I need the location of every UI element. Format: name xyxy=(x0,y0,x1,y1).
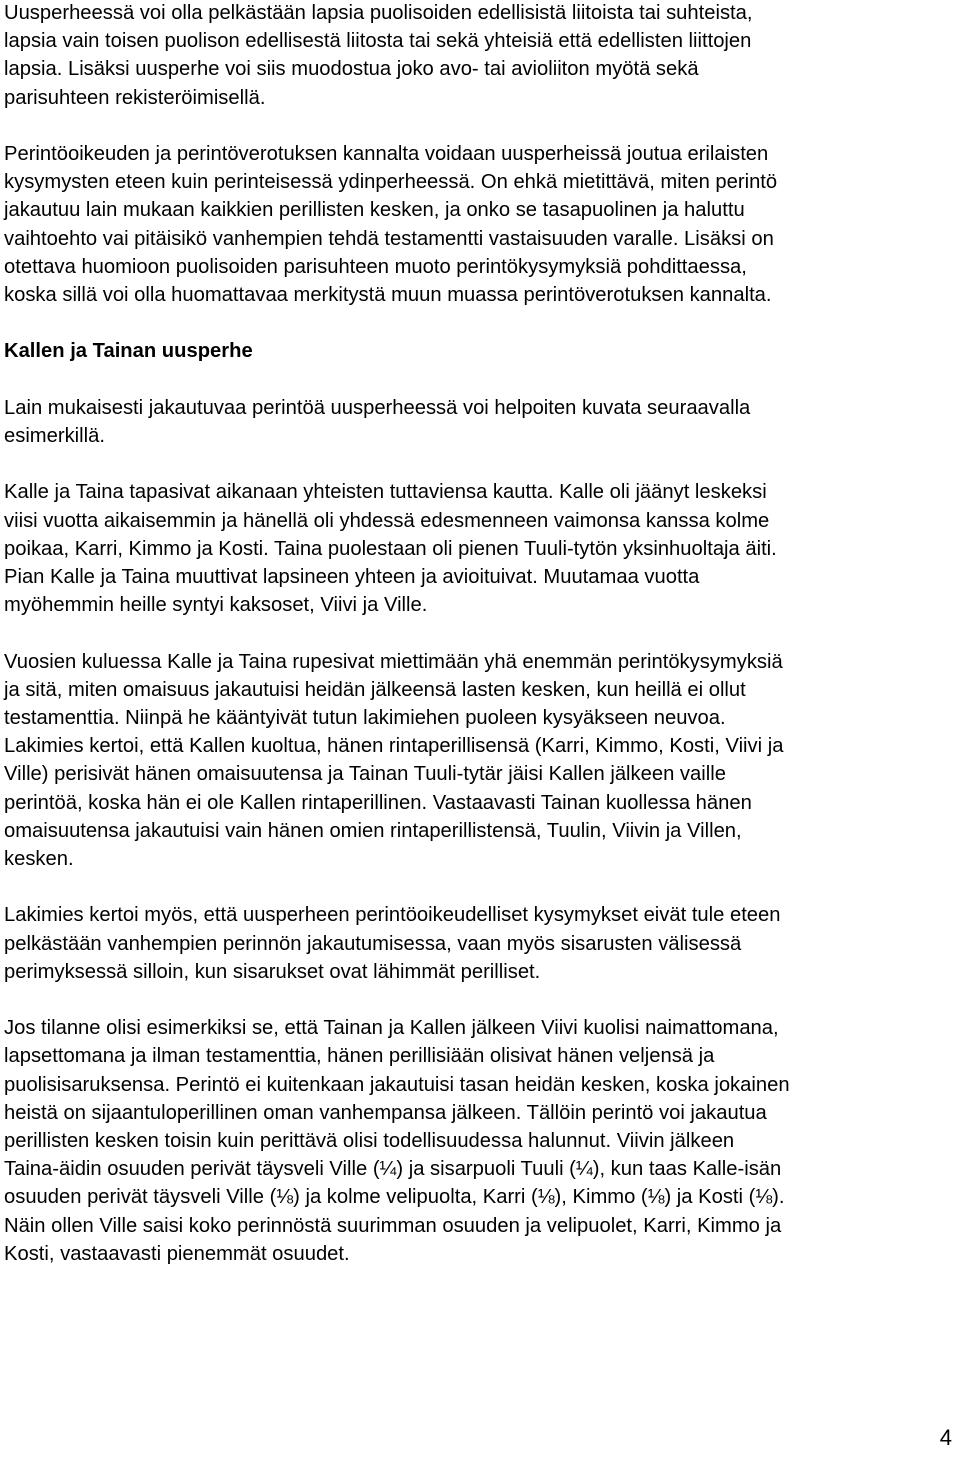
paragraph-gap xyxy=(4,873,950,901)
paragraph-gap xyxy=(4,112,950,140)
paragraph-gap xyxy=(4,619,950,647)
paragraph-gap xyxy=(4,366,950,394)
section-heading: Kallen ja Tainan uusperhe xyxy=(4,340,253,363)
paragraph-inheritance-law: Perintöoikeuden ja perintöverotuksen kannalta voidaan uusperheissä joutua erilaisten kysymysten eteen kuin perinteisessä ydinperheessä. On ehkä mietittävä, miten perintö jakautuu lain mukaan kaikkien perillisten kesken, ja onko se tasapuolinen ja haluttu vaihtoehto vai pitäisikö vanhempien tehdä testamentti vastaisuuden varalle. Lisäksi on otettava huomioon puolisoiden parisuhteen muoto perintökysymyksiä pohdittaessa, koska sillä voi olla huomattavaa merkitystä muun muassa perintöverotuksen kannalta. xyxy=(4,143,778,307)
paragraph-family-story: Kalle ja Taina tapasivat aikanaan yhteisten tuttaviensa kautta. Kalle oli jäänyt leskeksi viisi vuotta aikaisemmin ja hänellä oli yhdessä edesmenneen vaimonsa kanssa kolme poikaa, Karri, Kimmo ja Kosti. Taina puolestaan oli pienen Tuuli-tytön yksinhuoltaja äiti. Pian Kalle ja Taina muuttivat lapsineen yhteen ja avioituivat. Muutamaa vuotta myöhemmin heille syntyi kaksoset, Viivi ja Ville. xyxy=(4,481,777,617)
document-page xyxy=(4,0,950,1268)
page-number: 4 xyxy=(939,1425,952,1450)
paragraph-intro: Uusperheessä voi olla pelkästään lapsia puolisoiden edellisistä liitoista tai suhteista, lapsia vain toisen puolison edellisestä liitosta tai sekä yhteisiä että edellisten liittojen lapsia. Lisäksi uusperhe voi siis muodostua joko avo- tai avioliiton myötä sekä parisuhteen rekisteröimisellä. xyxy=(4,2,753,109)
paragraph-gap xyxy=(4,309,950,337)
paragraph-gap xyxy=(4,986,950,1014)
paragraph-sibling-inheritance: Lakimies kertoi myös, että uusperheen perintöoikeudelliset kysymykset eivät tule eteen pelkästään vanhempien perinnön jakautumisessa, vaan myös sisarusten välisessä perimyksessä silloin, kun sisarukset ovat lähimmät perilliset. xyxy=(4,904,781,983)
paragraph-example-intro: Lain mukaisesti jakautuvaa perintöä uusperheessä voi helpoiten kuvata seuraavalla esimerkillä. xyxy=(4,396,751,447)
paragraph-gap xyxy=(4,450,950,478)
paragraph-example-case: Jos tilanne olisi esimerkiksi se, että Tainan ja Kallen jälkeen Viivi kuolisi naimattomana, lapsettomana ja ilman testamenttia, hänen perillisiään olisivat hänen veljensä ja puolisisaruksensa. Perintö ei kuitenkaan jakautuisi tasan heidän kesken, koska jokainen heistä on sijaantuloperillinen oman vanhempansa jälkeen. Tällöin perintö voi jakautua perillisten kesken toisin kuin perittävä olisi todellisuudessa halunnut. Viivin jälkeen Taina-äidin osuuden perivät täysveli Ville (¼) ja sisarpuoli Tuuli (¼), kun taas Kalle-isän osuuden perivät täysveli Ville (⅛) ja kolme velipuolta, Karri (⅛), Kimmo (⅛) ja Kosti (⅛). Näin ollen Ville saisi koko perinnöstä suurimman osuuden ja velipuolet, Karri, Kimmo ja Kosti, vastaavasti pienemmät osuudet. xyxy=(4,1017,790,1265)
paragraph-lawyer-advice: Vuosien kuluessa Kalle ja Taina rupesivat miettimään yhä enemmän perintökysymyksiä ja sitä, miten omaisuus jakautuisi heidän jälkeensä lasten kesken, kun heillä ei ollut testamenttia. Niinpä he kääntyivät tutun lakimiehen puoleen kysyäkseen neuvoa. Lakimies kertoi, että Kallen kuoltua, hänen rintaperillisensä (Karri, Kimmo, Kosti, Viivi ja Ville) perisivät hänen omaisuutensa ja Tainan Tuuli-tytär jäisi Kallen jälkeen vaille perintöä, koska hän ei ole Kallen rintaperillinen. Vastaavasti Tainan kuollessa hänen omaisuutensa jakautuisi vain hänen omien rintaperillistensä, Tuulin, Viivin ja Villen, kesken. xyxy=(4,650,784,871)
